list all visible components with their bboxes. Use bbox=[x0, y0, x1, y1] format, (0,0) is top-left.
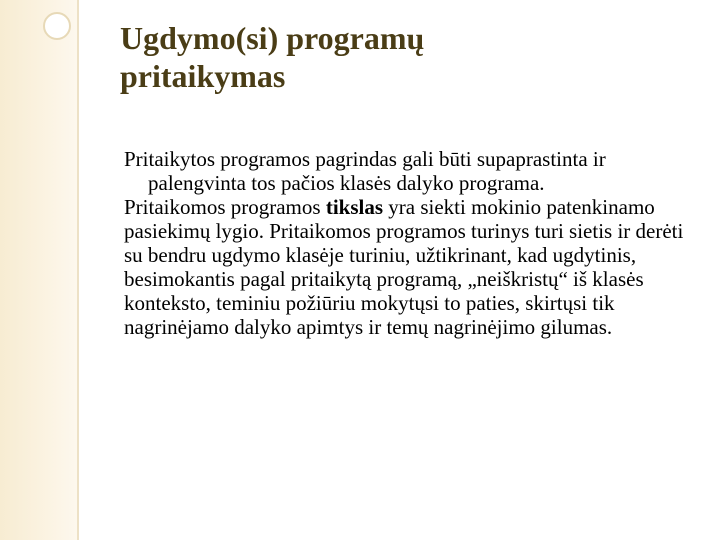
paragraph-goal-text-start: Pritaikomos programos bbox=[124, 195, 326, 219]
slide-title bbox=[120, 19, 680, 95]
panel-divider-line bbox=[77, 0, 79, 540]
paragraph-program-goal bbox=[124, 195, 704, 339]
paragraph-goal-text-rest: yra siekti mokinio patenkinamo pasiekimų lygio. Pritaikomos programos turinys turi sietis ir derėti su bendru ugdymo klasėje turiniu, užtikrinant, kad ugdytinis, besimokantis pagal pritaikytą programą, „neiškristų“ iš klasės konteksto, teminiu požiūriu mokytųsi to paties, skirtųsi tik nagrinėjamo dalyko apimtys ir temų nagrinėjimo gilumas. bbox=[124, 195, 684, 339]
slide-title-line-1: Ugdymo(si) programų bbox=[120, 20, 425, 56]
paragraph-adapted-program-basis: Pritaikytos programos pagrindas gali būti supaprastinta ir palengvinta tos pačios klasės dalyko programa. bbox=[124, 147, 606, 195]
paragraph-goal-bold-word: tikslas bbox=[325, 195, 384, 219]
decorative-ring-icon bbox=[43, 12, 71, 40]
slide-body bbox=[124, 147, 704, 339]
slide-title-line-2: pritaikymas bbox=[120, 58, 286, 94]
decorative-side-panel bbox=[0, 0, 78, 540]
